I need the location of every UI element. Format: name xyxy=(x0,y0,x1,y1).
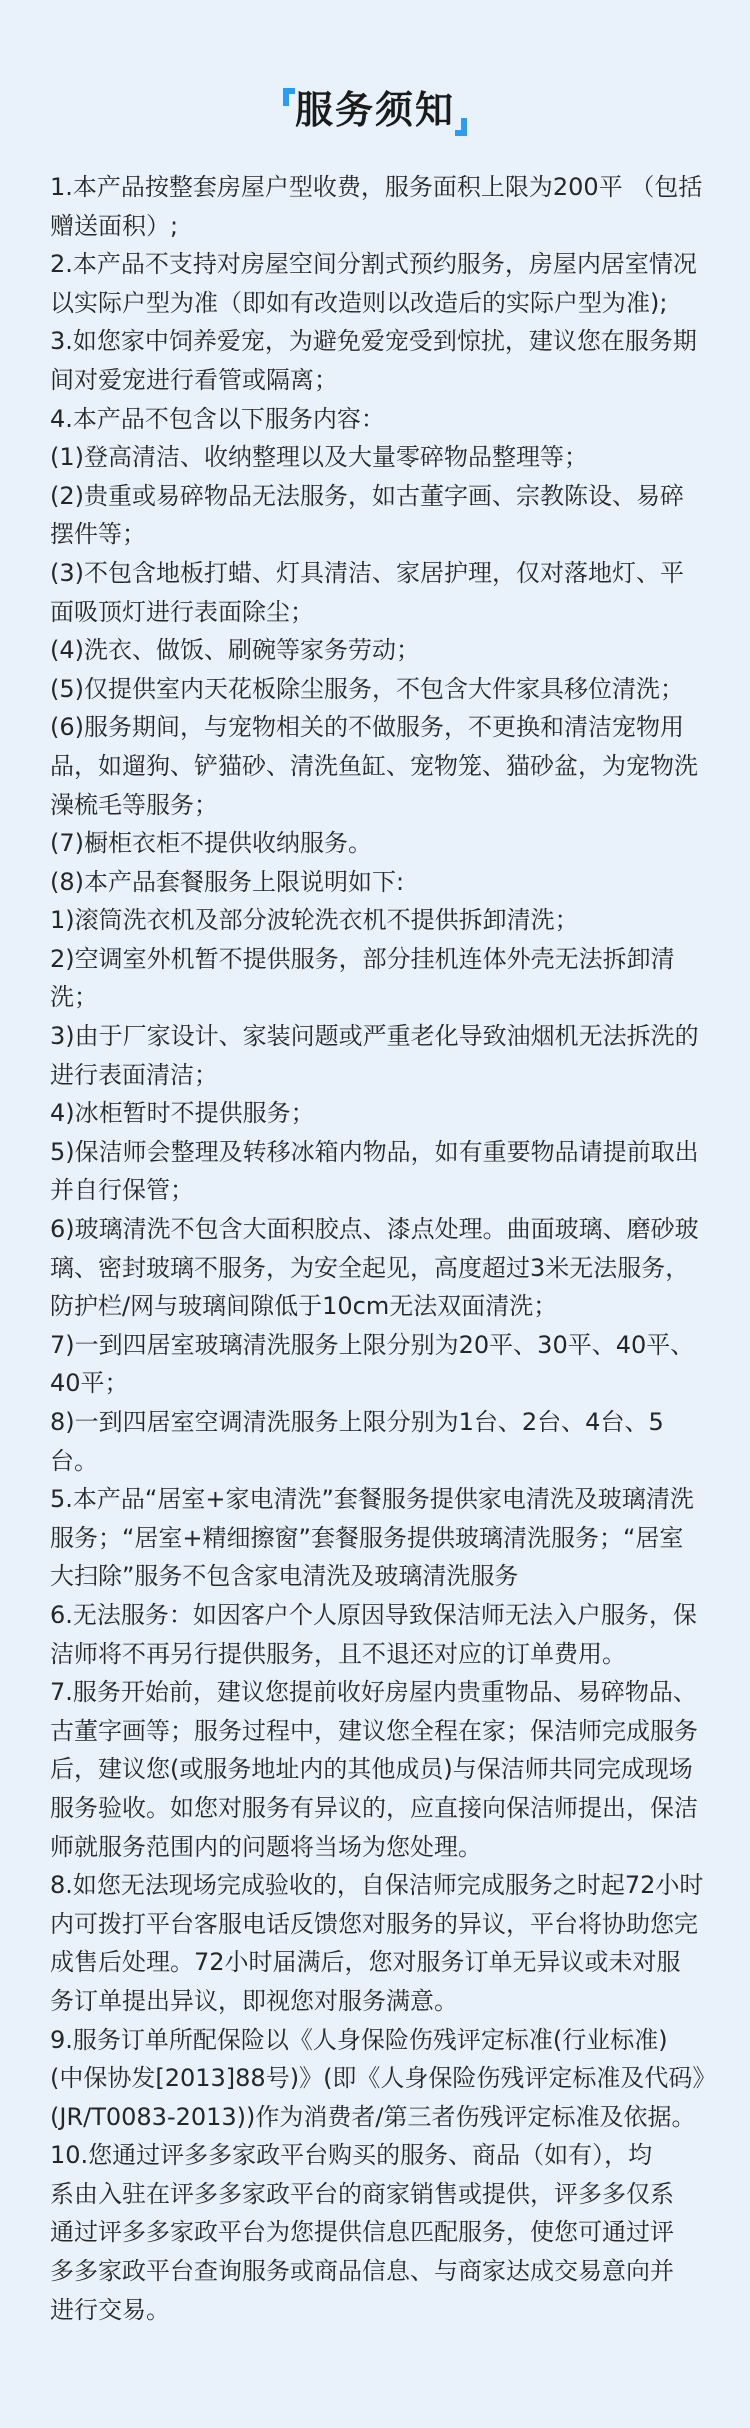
notice-line: 澡梳毛等服务； xyxy=(50,790,218,819)
notice-line: 40平； xyxy=(50,1369,129,1398)
notice-line: (2)贵重或易碎物品无法服务，如古董字画、宗教陈设、易碎 xyxy=(50,481,684,510)
notice-line: 6.无法服务：如因客户个人原因导致保洁师无法入户服务，保 xyxy=(50,1600,697,1629)
notice-line: 8)一到四居室空调清洗服务上限分别为1台、2台、4台、5 xyxy=(50,1408,664,1436)
page-title: 服务须知 xyxy=(294,88,455,132)
notice-line: 10.您通过评多多家政平台购买的服务、商品（如有），均 xyxy=(50,2141,653,2170)
notice-line: 7.服务开始前，建议您提前收好房屋内贵重物品、易碎物品、 xyxy=(50,1678,697,1707)
notice-line: 品，如遛狗、铲猫砂、清洗鱼缸、宠物笼、猫砂盆，为宠物洗 xyxy=(50,751,698,780)
notice-line: 洗； xyxy=(50,983,98,1012)
notice-line: 后，建议您(或服务地址内的其他成员)与保洁师共同完成现场 xyxy=(50,1755,693,1784)
notice-line: 8.如您无法现场完成验收的，自保洁师完成服务之时起72小时 xyxy=(50,1871,704,1900)
notice-line: (3)不包含地板打蜡、灯具清洁、家居护理，仅对落地灯、平 xyxy=(50,558,684,587)
notice-line: 赠送面积）; xyxy=(50,211,179,240)
notice-line: 防护栏/网与玻璃间隙低于10cm无法双面清洗； xyxy=(50,1292,558,1321)
notice-line: (8)本产品套餐服务上限说明如下: xyxy=(50,867,405,896)
notice-line: 2.本产品不支持对房屋空间分割式预约服务，房屋内居室情况 xyxy=(50,250,697,279)
notice-line: 1)滚筒洗衣机及部分波轮洗衣机不提供拆卸清洗； xyxy=(50,906,579,935)
notice-line: 7)一到四居室玻璃清洗服务上限分别为20平、30平、40平、 xyxy=(50,1330,695,1359)
notice-line: 师就服务范围内的问题将当场为您处理。 xyxy=(50,1832,482,1861)
notice-line: 台。 xyxy=(50,1446,98,1475)
notice-line: (5)仅提供室内天花板除尘服务，不包含大件家具移位清洗； xyxy=(50,674,684,703)
notice-line: 面吸顶灯进行表面除尘； xyxy=(50,597,314,626)
notice-line: 摆件等； xyxy=(50,520,146,549)
notice-line: (4)洗衣、做饭、刷碗等家务劳动； xyxy=(50,636,420,665)
bracket-bottom-right-icon xyxy=(455,118,467,136)
notice-line: 1.本产品按整套房屋户型收费，服务面积上限为200平 （包括 xyxy=(50,173,703,201)
notice-line: 4)冰柜暂时不提供服务； xyxy=(50,1099,315,1128)
notice-line: 大扫除”服务不包含家电清洗及玻璃清洗服务 xyxy=(50,1562,519,1591)
notice-line: 进行表面清洁； xyxy=(50,1060,218,1089)
notice-line: 2)空调室外机暂不提供服务，部分挂机连体外壳无法拆卸清 xyxy=(50,944,675,973)
notice-line: 4.本产品不包含以下服务内容： xyxy=(50,404,385,433)
title-block xyxy=(275,76,475,146)
service-notice-page xyxy=(0,76,750,2428)
notice-line: 进行交易。 xyxy=(50,2295,170,2324)
notice-line: 服务；“居室+精细擦窗”套餐服务提供玻璃清洗服务；“居室 xyxy=(50,1523,684,1552)
notice-line: 3)由于厂家设计、家装问题或严重老化导致油烟机无法拆洗的 xyxy=(50,1022,699,1051)
notice-line: 多多家政平台查询服务或商品信息、与商家达成交易意向并 xyxy=(50,2257,674,2286)
notice-line: 璃、密封玻璃不服务，为安全起见，高度超过3米无法服务， xyxy=(50,1253,690,1282)
notice-line: 间对爱宠进行看管或隔离； xyxy=(50,365,338,394)
notice-line: (中保协发[2013]88号)》(即《人身保险伤残评定标准及代码》 xyxy=(50,2064,717,2093)
notice-line: 务订单提出异议，即视您对服务满意。 xyxy=(50,1986,458,2015)
notice-line: 系由入驻在评多多家政平台的商家销售或提供，评多多仅系 xyxy=(50,2179,674,2208)
notice-line: 3.如您家中饲养爱宠，为避免爱宠受到惊扰，建议您在服务期 xyxy=(50,327,697,356)
notice-line: 5.本产品“居室+家电清洗”套餐服务提供家电清洗及玻璃清洗 xyxy=(50,1485,694,1514)
notice-line: 通过评多多家政平台为您提供信息匹配服务，使您可通过评 xyxy=(50,2218,674,2247)
notice-line: 成售后处理。72小时届满后，您对服务订单无异议或未对服 xyxy=(50,1948,681,1977)
notice-line: 内可拨打平台客服电话反馈您对服务的异议，平台将协助您完 xyxy=(50,1909,698,1938)
notice-line: 古董字画等；服务过程中，建议您全程在家；保洁师完成服务 xyxy=(50,1716,698,1745)
notice-line: 以实际户型为准（即如有改造则以改造后的实际户型为准); xyxy=(50,288,668,317)
notice-line: 并自行保管； xyxy=(50,1176,194,1205)
notice-line: (6)服务期间，与宠物相关的不做服务，不更换和清洁宠物用 xyxy=(50,713,684,742)
notice-line: (JR/T0083-2013))作为消费者/第三者伤残评定标准及依据。 xyxy=(50,2102,696,2131)
notice-line: (7)橱柜衣柜不提供收纳服务。 xyxy=(50,829,372,858)
notice-line: 洁师将不再另行提供服务，且不退还对应的订单费用。 xyxy=(50,1639,626,1668)
notice-line: 9.服务订单所配保险以《人身保险伤残评定标准(行业标准) xyxy=(50,2025,668,2054)
notice-line: 6)玻璃清洗不包含大面积胶点、漆点处理。曲面玻璃、磨砂玻 xyxy=(50,1215,699,1244)
notice-line: 服务验收。如您对服务有异议的，应直接向保洁师提出，保洁 xyxy=(50,1793,698,1822)
notice-line: 5)保洁师会整理及转移冰箱内物品，如有重要物品请提前取出 xyxy=(50,1137,699,1166)
notice-line: (1)登高清洁、收纳整理以及大量零碎物品整理等； xyxy=(50,443,588,472)
notice-body xyxy=(50,168,717,2329)
